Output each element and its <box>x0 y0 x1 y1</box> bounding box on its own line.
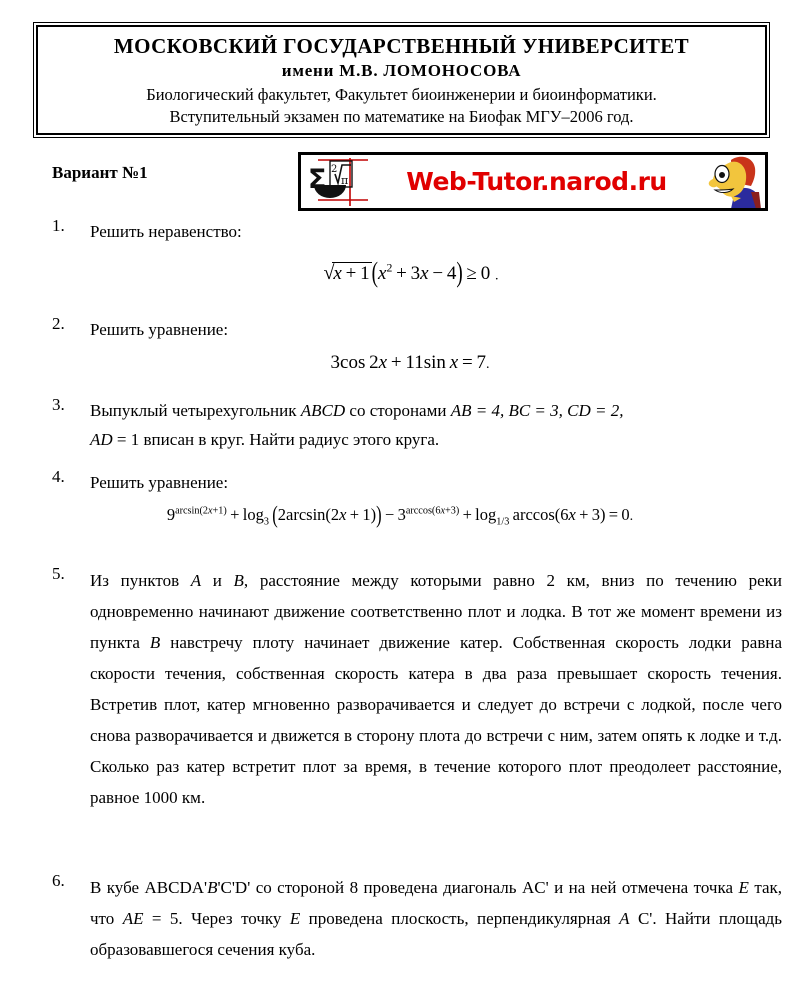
problem-3-text-a: Выпуклый четырехугольник <box>90 401 301 420</box>
problem-6-number: 6. <box>52 871 65 890</box>
problem-5 <box>52 565 782 813</box>
svg-text:Σ: Σ <box>308 163 327 195</box>
problem-1-formula <box>260 257 560 290</box>
problem-4-text: Решить уравнение: <box>90 473 229 492</box>
problem-6-text <box>90 872 782 965</box>
problem-1-formula-visual: √x + 1 $(x^2 + 3x - 4) \ge 0$ <box>323 257 496 290</box>
problem-5-line-1: Из пунктов A и B, расстояние между которыми равно 2 км, вниз по течению <box>90 571 737 590</box>
problem-5-line-5: катера в два раза превышает скорость течения. Встретив плот, катер <box>90 664 783 714</box>
problem-5-line-2: реки одновременно начинают движение соответственно плот и лодка. В тот <box>90 571 782 621</box>
problem-5-line-7: разворачивается и движется в сторону плота до встречи с ним, затем опять к <box>135 726 696 745</box>
problem-3-ad-label: AD <box>90 430 113 449</box>
cartoon-face-mascot <box>701 154 763 209</box>
svg-text:π: π <box>341 173 349 187</box>
problem-3-text-b: со сторонами <box>345 401 451 420</box>
problem-2-formula-visual: 3cos 2x + 11sin x = 7 <box>330 352 486 373</box>
web-tutor-banner[interactable] <box>298 152 768 211</box>
problem-6-line-3: перпендикулярная A C'. Найти площадь образовавшегося сечения куба. <box>90 909 783 959</box>
problem-6-line-1: В кубе ABCDA'B'C'D' со стороной 8 проведена диагональ AC' и на ней <box>90 878 617 897</box>
problem-2-formula <box>260 352 560 374</box>
problem-5-line-6: мгновенно разворачивается и следует до встречи с лодкой, после чего снова <box>90 695 783 745</box>
problem-1-formula-period: . <box>495 268 499 284</box>
problem-5-line-4: Собственная скорость лодки равна скорости течения, собственная скорость <box>90 633 782 683</box>
problem-3-number: 3. <box>52 395 65 414</box>
problem-1-number: 1. <box>52 216 65 235</box>
university-name-line1: МОСКОВСКИЙ ГОСУДАРСТВЕННЫЙ УНИВЕРСИТЕТ <box>113 34 690 58</box>
problem-2-formula-period: . <box>485 357 490 372</box>
problem-3-quad-label: ABCD <box>300 401 346 420</box>
problem-4 <box>52 468 352 498</box>
problem-3 <box>52 396 782 454</box>
problem-4-formula-visual: $9^{arcsin(2x+1)} + \log_3 (2\arcsin(2x + 1)) - 3^{arccos(6x+3)} + \log_{1/3} \arccos(6x + 3) = 0$ <box>166 500 630 529</box>
problem-2-number: 2. <box>52 314 65 333</box>
problem-5-number: 5. <box>52 564 65 583</box>
variant-label: Вариант №1 <box>52 163 148 182</box>
problem-2 <box>52 315 352 345</box>
problem-6-line-2: отмечена точка E так, что AE = 5. Через точку E проведена плоскость, <box>90 878 783 928</box>
problem-6 <box>52 872 782 965</box>
university-header-box <box>33 22 770 138</box>
university-name-line2: имени М.В. ЛОМОНОСОВА <box>281 61 522 80</box>
problem-4-number: 4. <box>52 467 65 486</box>
problem-3-text-line2: = 1 вписан в круг. Найти радиус этого круга. <box>112 430 440 449</box>
problem-4-formula-period: . <box>629 509 634 524</box>
banner-title-text: Web-Tutor.narod.ru <box>406 167 667 196</box>
problem-2-text: Решить уравнение: <box>90 320 229 339</box>
svg-text:2: 2 <box>331 163 338 175</box>
sigma-sqrt-pi-logo <box>304 157 370 207</box>
faculty-line: Биологический факультет, Факультет биоинженерии и биоинформатики. <box>146 85 657 104</box>
problem-5-line-9: плот преодолеет расстояние, равное 1000 км. <box>90 757 783 807</box>
exam-subtitle-line: Вступительный экзамен по математике на Биофак МГУ–2006 год. <box>169 107 634 126</box>
problem-5-line-8: лодке и т.д. Сколько раз катер встретит плот за время, в течение которого <box>90 726 782 776</box>
problem-1 <box>52 217 352 247</box>
problem-4-formula <box>60 500 740 529</box>
university-header-inner <box>36 25 767 135</box>
problem-5-line-3: же момент времени из пункта B навстречу плоту начинает движение катер. <box>90 602 782 652</box>
problem-3-side-values: AB = 4, BC = 3, CD = 2, <box>450 401 624 420</box>
problem-3-text <box>90 396 782 454</box>
problem-5-text <box>90 565 782 813</box>
problem-1-text: Решить неравенство: <box>90 222 242 241</box>
